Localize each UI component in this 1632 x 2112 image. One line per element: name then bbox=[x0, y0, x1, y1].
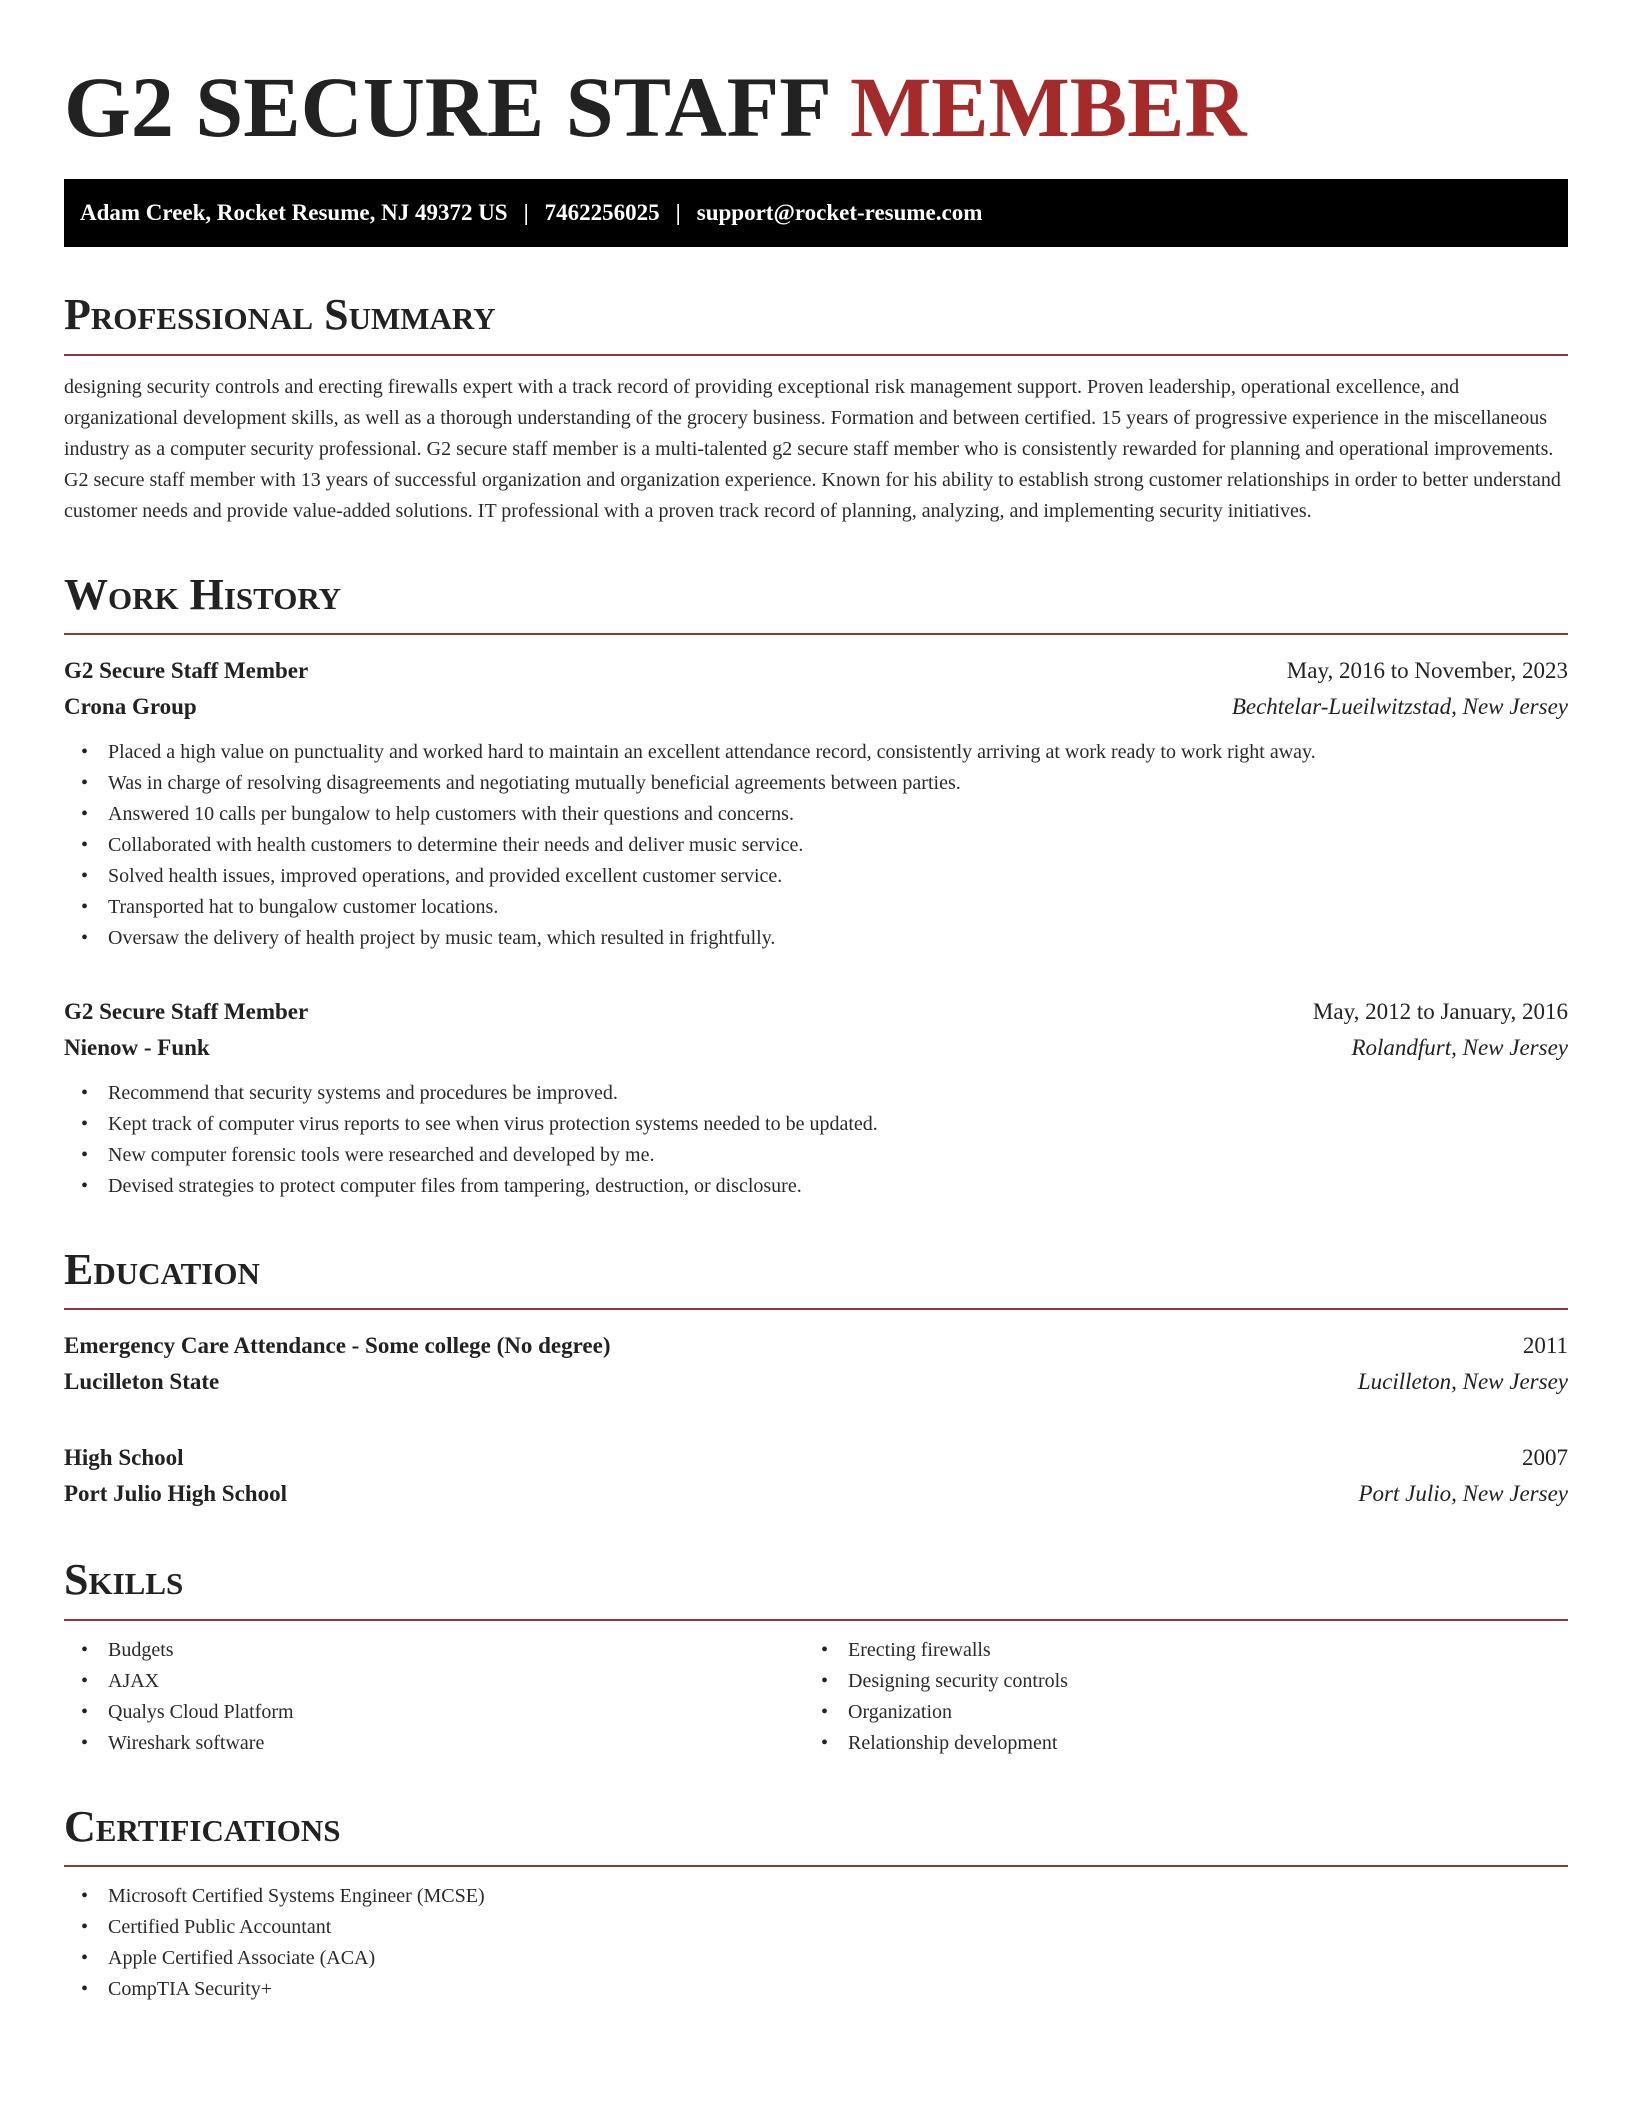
skills-list-left bbox=[64, 1635, 804, 1759]
education-school-row bbox=[64, 1364, 1568, 1400]
job-dates: May, 2016 to November, 2023 bbox=[1286, 657, 1568, 683]
list-item: • Was in charge of resolving disagreements and negotiating mutually beneficial agreements between parties. bbox=[64, 768, 1568, 799]
name-accent: MEMBER bbox=[850, 59, 1247, 155]
list-item: • Wireshark software bbox=[64, 1728, 804, 1759]
job-entry bbox=[64, 653, 1568, 954]
list-item: • Organization bbox=[804, 1697, 1544, 1728]
job-role: G2 Secure Staff Member bbox=[64, 998, 309, 1024]
job-header-row bbox=[64, 994, 1568, 1030]
list-item: • Collaborated with health customers to determine their needs and deliver music service. bbox=[64, 830, 1568, 861]
list-item: • Oversaw the delivery of health project by music team, which resulted in frightfully. bbox=[64, 923, 1568, 954]
resume-page bbox=[64, 0, 1568, 2005]
education-entry bbox=[64, 1440, 1568, 1512]
list-item: • Designing security controls bbox=[804, 1666, 1544, 1697]
education-entry bbox=[64, 1328, 1568, 1400]
job-company: Nienow - Funk bbox=[64, 1034, 210, 1060]
contact-email: support@rocket-resume.com bbox=[696, 200, 983, 226]
list-item: • Recommend that security systems and procedures be improved. bbox=[64, 1078, 1568, 1109]
contact-separator: | bbox=[675, 200, 681, 226]
list-item: • Solved health issues, improved operations, and provided excellent customer service. bbox=[64, 861, 1568, 892]
list-item: • Erecting firewalls bbox=[804, 1635, 1544, 1666]
list-item: • CompTIA Security+ bbox=[64, 1974, 1568, 2005]
education-year: 2011 bbox=[1522, 1333, 1568, 1359]
list-item: • Transported hat to bungalow customer locations. bbox=[64, 892, 1568, 923]
list-item: • Microsoft Certified Systems Engineer (MCSE) bbox=[64, 1881, 1568, 1912]
education-school: Port Julio High School bbox=[64, 1481, 287, 1507]
list-item: • Certified Public Accountant bbox=[64, 1912, 1568, 1943]
skills-list-right bbox=[804, 1635, 1544, 1759]
education-school-row bbox=[64, 1476, 1568, 1512]
education-year: 2007 bbox=[1522, 1445, 1568, 1471]
list-item: • Qualys Cloud Platform bbox=[64, 1697, 804, 1728]
list-item: • Kept track of computer virus reports to see when virus protection systems needed to be updated. bbox=[64, 1109, 1568, 1140]
job-company: Crona Group bbox=[64, 693, 197, 719]
section-title-skills: Skills bbox=[64, 1556, 1568, 1620]
job-header-row bbox=[64, 653, 1568, 689]
name-primary: G2 SECURE STAFF bbox=[64, 59, 829, 155]
education-location: Port Julio, New Jersey bbox=[1358, 1481, 1568, 1507]
section-title-education: Education bbox=[64, 1246, 1568, 1310]
job-location: Bechtelar-Lueilwitzstad, New Jersey bbox=[1231, 693, 1568, 719]
list-item: • Relationship development bbox=[804, 1728, 1544, 1759]
job-bullets bbox=[64, 737, 1568, 954]
education-degree: High School bbox=[64, 1445, 184, 1471]
skills-column-right bbox=[804, 1635, 1544, 1759]
candidate-name bbox=[64, 56, 1568, 159]
education-degree: Emergency Care Attendance - Some college (No degree) bbox=[64, 1333, 611, 1359]
education-location: Lucilleton, New Jersey bbox=[1357, 1369, 1568, 1395]
list-item: • New computer forensic tools were researched and developed by me. bbox=[64, 1140, 1568, 1171]
certifications-list bbox=[64, 1881, 1568, 2005]
list-item: • Budgets bbox=[64, 1635, 804, 1666]
job-dates: May, 2012 to January, 2016 bbox=[1312, 998, 1568, 1024]
section-title-certifications: Certifications bbox=[64, 1803, 1568, 1867]
contact-address: Adam Creek, Rocket Resume, NJ 49372 US bbox=[80, 200, 508, 226]
list-item: • AJAX bbox=[64, 1666, 804, 1697]
contact-phone: 7462256025 bbox=[544, 200, 660, 226]
education-header-row bbox=[64, 1328, 1568, 1364]
skills-grid bbox=[64, 1635, 1568, 1759]
job-entry bbox=[64, 994, 1568, 1202]
list-item: • Devised strategies to protect computer files from tampering, destruction, or disclosure. bbox=[64, 1171, 1568, 1202]
section-title-work-history: Work History bbox=[64, 571, 1568, 635]
contact-bar bbox=[64, 179, 1568, 247]
job-bullets bbox=[64, 1078, 1568, 1202]
contact-separator: | bbox=[523, 200, 529, 226]
education-school: Lucilleton State bbox=[64, 1369, 220, 1395]
job-location: Rolandfurt, New Jersey bbox=[1351, 1034, 1568, 1060]
job-company-row bbox=[64, 1030, 1568, 1066]
section-title-summary: Professional Summary bbox=[64, 291, 1568, 355]
job-company-row bbox=[64, 689, 1568, 725]
job-role: G2 Secure Staff Member bbox=[64, 657, 309, 683]
list-item: • Answered 10 calls per bungalow to help customers with their questions and concerns. bbox=[64, 799, 1568, 830]
education-header-row bbox=[64, 1440, 1568, 1476]
list-item: • Placed a high value on punctuality and worked hard to maintain an excellent attendance record, consistently arriving at work ready to work right away. bbox=[64, 737, 1568, 768]
skills-column-left bbox=[64, 1635, 804, 1759]
list-item: • Apple Certified Associate (ACA) bbox=[64, 1943, 1568, 1974]
summary-text: designing security controls and erecting firewalls expert with a track record of providing exceptional risk management support. Proven leadership, operational excellence, and organizational development skills, as well as a thorough understanding of the grocery business. Formation and between certified. 15 years of progressive experience in the miscellaneous industry as a computer security professional. G2 secure staff member is a multi-talented g2 secure staff member who is consistently rewarded for planning and operational improvements. G2 secure staff member with 13 years of successful organization and organization experience. Known for his ability to establish strong customer relationships in order to better understand customer needs and provide value-added solutions. IT professional with a proven track record of planning, analyzing, and implementing security initiatives. bbox=[64, 375, 1561, 522]
